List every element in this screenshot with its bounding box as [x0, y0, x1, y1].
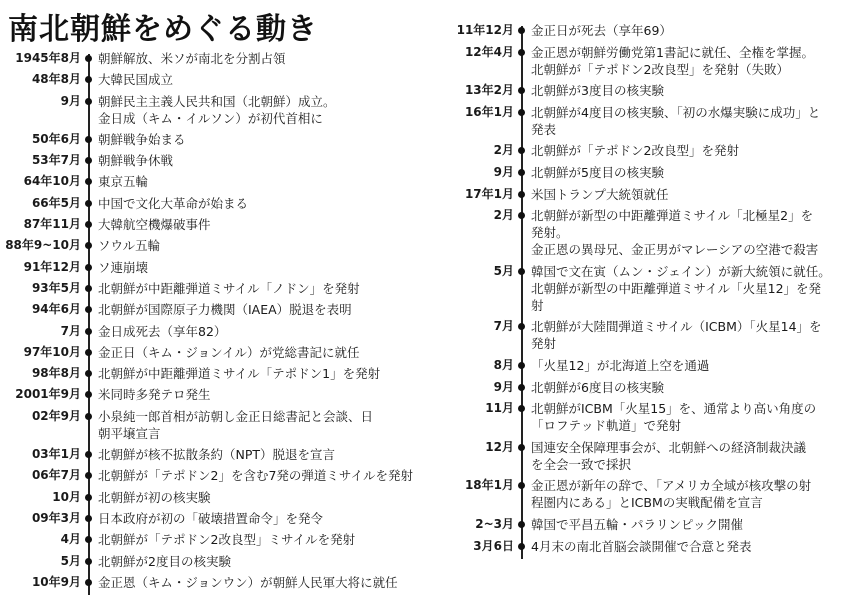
- entry-line: 韓国で平昌五輪・パラリンピック開催: [531, 516, 744, 532]
- entry-line: 金正日が死去（享年69）: [531, 23, 672, 38]
- timeline-dot-icon: [518, 169, 525, 176]
- entry-text: [531, 318, 846, 352]
- entry-date: 18年1月: [464, 478, 514, 493]
- entry-date: 2月: [493, 208, 514, 223]
- timeline-dot-icon: [85, 370, 92, 377]
- timeline-dot-icon: [85, 391, 92, 398]
- entry-text: [98, 71, 420, 88]
- entry-date: 98年8月: [31, 366, 81, 381]
- entry-line: 北朝鮮が大陸間弾道ミサイル（ICBM）「火星14」を: [531, 319, 822, 335]
- timeline-dot-icon: [85, 328, 92, 335]
- entry-line: 北朝鮮が国際原子力機関（IAEA）脱退を表明: [98, 302, 352, 318]
- entry-line: 韓国で文在寅（ムン・ジェイン）が新大統領に就任。: [531, 263, 831, 279]
- entry-line: 中国で文化大革命が始まる: [98, 195, 249, 211]
- entry-text: [98, 323, 420, 340]
- timeline-dot-icon: [85, 558, 92, 565]
- entry-text: [98, 93, 420, 127]
- entry-date: 91年12月: [23, 259, 81, 274]
- timeline-entry: [0, 510, 420, 527]
- timeline-dot-icon: [85, 285, 92, 292]
- entry-text: [531, 142, 846, 159]
- timeline-dot-icon: [85, 536, 92, 543]
- entry-text: [98, 344, 420, 361]
- timeline-entry: [0, 467, 420, 484]
- entry-line: 朝鮮戦争休戦: [98, 153, 174, 169]
- entry-line: 金正日（キム・ジョンイル）が党総書記に就任: [98, 344, 360, 360]
- timeline-entry: [0, 216, 420, 233]
- entry-line: 北朝鮮が4度目の核実験、「初の水爆実験に成功」と: [531, 104, 821, 120]
- entry-line: 金正恩（キム・ジョンウン）が朝鮮人民軍大将に就任: [98, 574, 398, 590]
- entry-text: [531, 263, 846, 314]
- entry-text: [531, 538, 846, 555]
- entry-line: 北朝鮮が3度目の核実験: [531, 83, 664, 99]
- entry-text: [98, 301, 420, 318]
- entry-text: [98, 489, 420, 506]
- entry-text: [531, 186, 846, 203]
- timeline-entry: [0, 152, 420, 169]
- entry-date: 12月: [485, 439, 514, 454]
- entry-date: 09年3月: [31, 510, 81, 525]
- timeline-dot-icon: [85, 472, 92, 479]
- timeline-entry: [0, 237, 420, 254]
- entry-line: 小泉純一郎首相が訪朝し金正日総書記と会談、日: [98, 408, 374, 424]
- timeline-entry: [0, 446, 420, 463]
- entry-line: 発表: [531, 121, 557, 137]
- entry-line: 大韓航空機爆破事件: [98, 217, 211, 233]
- entry-date: 5月: [60, 553, 81, 568]
- entry-date: 02年9月: [31, 408, 81, 423]
- entry-text: [98, 280, 420, 297]
- entry-line: 北朝鮮がICBM「火星15」を、通常より高い角度の: [531, 401, 817, 417]
- entry-date: 7月: [60, 323, 81, 338]
- timeline-dot-icon: [518, 482, 525, 489]
- entry-text: [98, 446, 420, 463]
- timeline-entry: [0, 93, 420, 127]
- timeline-entry: [0, 408, 420, 442]
- entry-line: 北朝鮮が核不拡散条約（NPT）脱退を宣言: [98, 447, 336, 463]
- entry-date: 03年1月: [31, 447, 81, 462]
- timeline-entry: [432, 44, 846, 78]
- entry-line: を全会一致で採択: [531, 456, 632, 472]
- entry-date: 88年9~10月: [5, 238, 81, 253]
- entry-text: [98, 574, 420, 591]
- entry-line: 北朝鮮が中距離弾道ミサイル「ノドン」を発射: [98, 280, 360, 296]
- timeline-entry: [0, 365, 420, 382]
- entry-date: 3月6日: [473, 538, 514, 553]
- timeline-dot-icon: [518, 268, 525, 275]
- timeline-dot-icon: [85, 349, 92, 356]
- entry-date: 9月: [60, 93, 81, 108]
- timeline-dot-icon: [518, 147, 525, 154]
- entry-date: 50年6月: [31, 131, 81, 146]
- entry-text: [98, 365, 420, 382]
- entry-text: [98, 408, 420, 442]
- timeline-entry: [0, 280, 420, 297]
- entry-date: 64年10月: [23, 174, 81, 189]
- entry-date: 9月: [493, 379, 514, 394]
- entry-date: 5月: [493, 263, 514, 278]
- timeline-entry: [432, 22, 846, 39]
- timeline-dot-icon: [85, 55, 92, 62]
- timeline-dot-icon: [85, 264, 92, 271]
- timeline-entry: [432, 516, 846, 533]
- timeline-dot-icon: [518, 212, 525, 219]
- entry-text: [98, 237, 420, 254]
- timeline-entry: [0, 259, 420, 276]
- entry-line: 朝鮮戦争始まる: [98, 131, 186, 147]
- timeline-dot-icon: [518, 444, 525, 451]
- entry-text: [531, 207, 846, 258]
- entry-line: 北朝鮮が初の核実験: [98, 489, 211, 505]
- entry-date: 2001年9月: [15, 387, 81, 402]
- timeline-entry: [432, 186, 846, 203]
- entry-date: 17年1月: [464, 186, 514, 201]
- timeline-dot-icon: [85, 579, 92, 586]
- timeline-dot-icon: [518, 27, 525, 34]
- timeline-dot-icon: [518, 323, 525, 330]
- entry-date: 10年9月: [31, 574, 81, 589]
- entry-line: 金日成（キム・イルソン）が初代首相に: [98, 110, 323, 126]
- entry-text: [531, 104, 846, 138]
- entry-line: 「ロフテッド軌道」で発射: [531, 418, 682, 434]
- entry-date: 53年7月: [31, 153, 81, 168]
- timeline-dot-icon: [518, 521, 525, 528]
- entry-line: 4月末の南北首脳会談開催で合意と発表: [531, 538, 752, 554]
- entry-date: 1945年8月: [15, 51, 81, 65]
- timeline-entry: [432, 439, 846, 473]
- entry-line: 北朝鮮が「テポドン2」を含む7発の弾道ミサイルを発射: [98, 468, 414, 484]
- entry-text: [531, 357, 846, 374]
- timeline-entry: [432, 164, 846, 181]
- entry-text: [531, 82, 846, 99]
- entry-date: 7月: [493, 319, 514, 334]
- entry-line: 北朝鮮が中距離弾道ミサイル「テポドン1」を発射: [98, 366, 381, 382]
- entry-line: ソウル五輪: [98, 238, 161, 254]
- entry-line: 程圏内にある」とICBMの実戦配備を宣言: [531, 495, 763, 511]
- entry-date: 06年7月: [31, 468, 81, 483]
- entry-line: 米国トランプ大統領就任: [531, 186, 669, 202]
- entry-text: [98, 173, 420, 190]
- timeline-entry: [0, 71, 420, 88]
- timeline-entry: [432, 379, 846, 396]
- entry-line: 発射。: [531, 225, 569, 241]
- timeline-entry: [432, 104, 846, 138]
- timeline-left-column: [0, 50, 420, 595]
- timeline-dot-icon: [85, 413, 92, 420]
- entry-text: [531, 516, 846, 533]
- timeline-dot-icon: [518, 543, 525, 550]
- entry-line: 大韓民国成立: [98, 72, 174, 88]
- timeline-entry: [432, 82, 846, 99]
- timeline-dot-icon: [518, 49, 525, 56]
- entry-line: 北朝鮮が2度目の核実験: [98, 553, 231, 569]
- entry-line: 金日成死去（享年82）: [98, 323, 227, 339]
- timeline-entry: [0, 301, 420, 318]
- entry-date: 66年5月: [31, 195, 81, 210]
- entry-date: 11年12月: [456, 23, 514, 37]
- entry-text: [531, 22, 846, 39]
- timeline-entry: [0, 531, 420, 548]
- entry-line: 米同時多発テロ発生: [98, 387, 211, 403]
- timeline-entry: [0, 386, 420, 403]
- entry-line: 朝鮮民主主義人民共和国（北朝鮮）成立。: [98, 93, 336, 109]
- entry-line: 北朝鮮が新型の中距離弾道ミサイル「火星12」を発: [531, 280, 822, 296]
- timeline-dot-icon: [85, 451, 92, 458]
- entry-line: ソ連崩壊: [98, 259, 149, 275]
- entry-line: 北朝鮮が5度目の核実験: [531, 164, 664, 180]
- entry-text: [98, 510, 420, 527]
- entry-text: [98, 131, 420, 148]
- timeline-entry: [0, 131, 420, 148]
- timeline-entry: [432, 263, 846, 314]
- timeline-entry: [0, 489, 420, 506]
- entry-line: 朝平壌宣言: [98, 425, 161, 441]
- entry-line: 北朝鮮が「テポドン2改良型」を発射: [531, 143, 739, 159]
- entry-text: [531, 379, 846, 396]
- entry-line: 北朝鮮が新型の中距離弾道ミサイル「北極星2」を: [531, 208, 814, 224]
- entry-date: 11月: [485, 401, 514, 416]
- timeline-entry: [432, 477, 846, 511]
- entry-line: 東京五輪: [98, 174, 149, 190]
- entry-line: 金正恩が朝鮮労働党第1書記に就任、全権を掌握。: [531, 44, 814, 60]
- timeline-entry: [0, 195, 420, 212]
- timeline-dot-icon: [85, 306, 92, 313]
- entry-text: [98, 152, 420, 169]
- timeline-dot-icon: [518, 405, 525, 412]
- timeline-dot-icon: [85, 242, 92, 249]
- entry-text: [98, 259, 420, 276]
- entry-text: [98, 195, 420, 212]
- timeline-dot-icon: [85, 98, 92, 105]
- entry-date: 10月: [52, 489, 81, 504]
- entry-text: [98, 386, 420, 403]
- entry-text: [531, 44, 846, 78]
- timeline-entry: [0, 173, 420, 190]
- entry-date: 93年5月: [31, 280, 81, 295]
- entry-date: 48年8月: [31, 72, 81, 87]
- entry-date: 2~3月: [475, 516, 514, 531]
- entry-text: [98, 467, 420, 484]
- timeline-dot-icon: [518, 191, 525, 198]
- entry-date: 94年6月: [31, 302, 81, 317]
- timeline-entry: [0, 574, 420, 591]
- entry-date: 8月: [493, 357, 514, 372]
- entry-line: 朝鮮解放、米ソが南北を分割占領: [98, 51, 286, 66]
- entry-line: 国連安全保障理事会が、北朝鮮への経済制裁決議: [531, 439, 807, 455]
- timeline-entry: [0, 323, 420, 340]
- entry-line: 北朝鮮が「テポドン2改良型」ミサイルを発射: [98, 532, 356, 548]
- timeline-dot-icon: [85, 157, 92, 164]
- entry-date: 2月: [493, 143, 514, 158]
- entry-line: 射: [531, 297, 544, 313]
- timeline-entry: [432, 318, 846, 352]
- entry-text: [531, 400, 846, 434]
- page-title: 南北朝鮮をめぐる動き: [8, 12, 318, 47]
- entry-date: 13年2月: [464, 83, 514, 98]
- entry-text: [531, 164, 846, 181]
- timeline-dot-icon: [85, 515, 92, 522]
- timeline-dot-icon: [518, 362, 525, 369]
- timeline-entry: [432, 400, 846, 434]
- entry-line: 「火星12」が北海道上空を通過: [531, 357, 710, 373]
- entry-text: [98, 50, 420, 67]
- timeline-entry: [0, 553, 420, 570]
- entry-line: 発射: [531, 336, 557, 352]
- entry-text: [98, 216, 420, 233]
- entry-line: 日本政府が初の「破壊措置命令」を発令: [98, 510, 324, 526]
- timeline-dot-icon: [85, 200, 92, 207]
- entry-date: 87年11月: [23, 217, 81, 232]
- timeline-dot-icon: [85, 221, 92, 228]
- entry-line: 金正恩の異母兄、金正男がマレーシアの空港で殺害: [531, 242, 819, 258]
- timeline-entry: [432, 142, 846, 159]
- entry-date: 97年10月: [23, 344, 81, 359]
- entry-line: 北朝鮮が「テポドン2改良型」を発射（失敗）: [531, 61, 789, 77]
- timeline-dot-icon: [85, 136, 92, 143]
- timeline-entry: [432, 207, 846, 258]
- timeline-entry: [432, 357, 846, 374]
- entry-line: 北朝鮮が6度目の核実験: [531, 379, 664, 395]
- timeline-right-column: [432, 22, 846, 559]
- entry-text: [531, 439, 846, 473]
- entry-date: 12年4月: [464, 44, 514, 59]
- entry-text: [98, 553, 420, 570]
- timeline-dot-icon: [518, 87, 525, 94]
- timeline-entry: [0, 344, 420, 361]
- entry-date: 4月: [60, 532, 81, 547]
- entry-date: 16年1月: [464, 104, 514, 119]
- timeline-dot-icon: [85, 178, 92, 185]
- entry-line: 金正恩が新年の辞で、「アメリカ全域が核攻撃の射: [531, 478, 812, 494]
- entry-text: [531, 477, 846, 511]
- timeline-dot-icon: [85, 494, 92, 501]
- entry-date: 9月: [493, 164, 514, 179]
- timeline-entry: [432, 538, 846, 555]
- timeline-entry: [0, 50, 420, 67]
- entry-text: [98, 531, 420, 548]
- timeline-dot-icon: [518, 109, 525, 116]
- timeline-dot-icon: [518, 384, 525, 391]
- timeline-dot-icon: [85, 76, 92, 83]
